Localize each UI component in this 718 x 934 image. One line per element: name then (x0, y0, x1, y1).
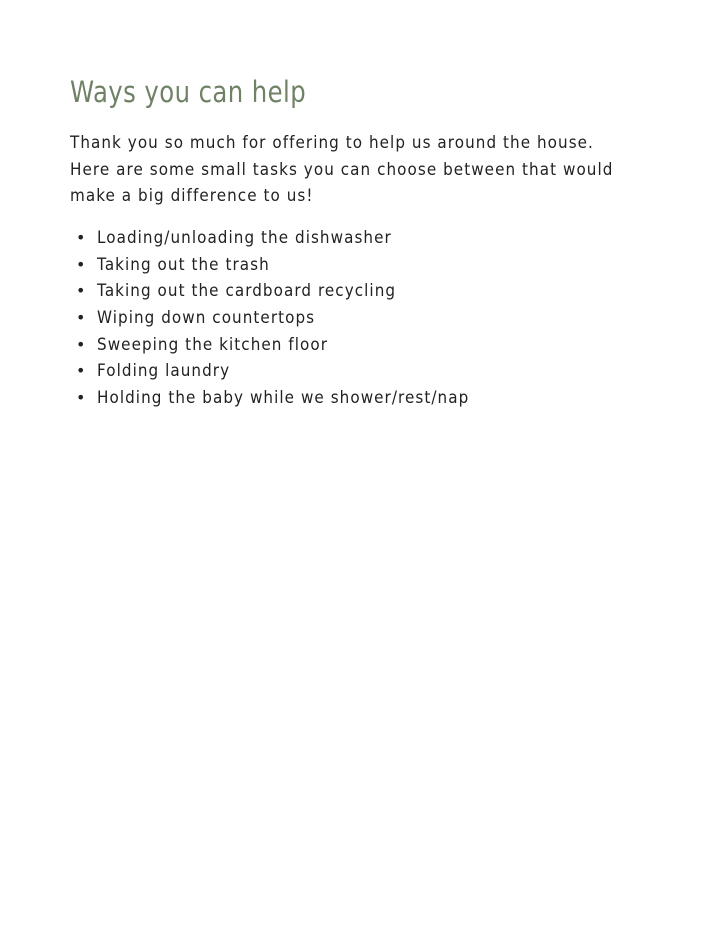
list-item (76, 385, 502, 412)
list-item (76, 332, 502, 359)
list-item (76, 252, 502, 279)
page-title: Ways you can help (70, 75, 307, 109)
intro-paragraph: Thank you so much for offering to help us around the house. Here are some small tasks you can choose between that would make a big difference to us! (70, 133, 614, 205)
task-label: Holding the baby while we shower/rest/nap (97, 388, 470, 408)
task-label: Sweeping the kitchen floor (97, 334, 329, 354)
list-item (76, 305, 502, 332)
bullet-icon: • (76, 334, 86, 354)
bullet-icon: • (76, 308, 86, 328)
bullet-icon: • (76, 254, 86, 274)
bullet-icon: • (76, 281, 86, 301)
task-list (76, 225, 502, 412)
task-label: Loading/unloading the dishwasher (97, 228, 392, 247)
list-item (76, 225, 502, 252)
task-label: Wiping down countertops (97, 308, 316, 328)
bullet-icon: • (76, 228, 86, 247)
bullet-icon: • (76, 388, 86, 408)
list-item (76, 278, 502, 305)
task-label: Taking out the cardboard recycling (97, 281, 397, 301)
task-label: Folding laundry (97, 361, 231, 381)
list-item (76, 358, 502, 385)
bullet-icon: • (76, 361, 86, 381)
task-label: Taking out the trash (97, 254, 270, 274)
